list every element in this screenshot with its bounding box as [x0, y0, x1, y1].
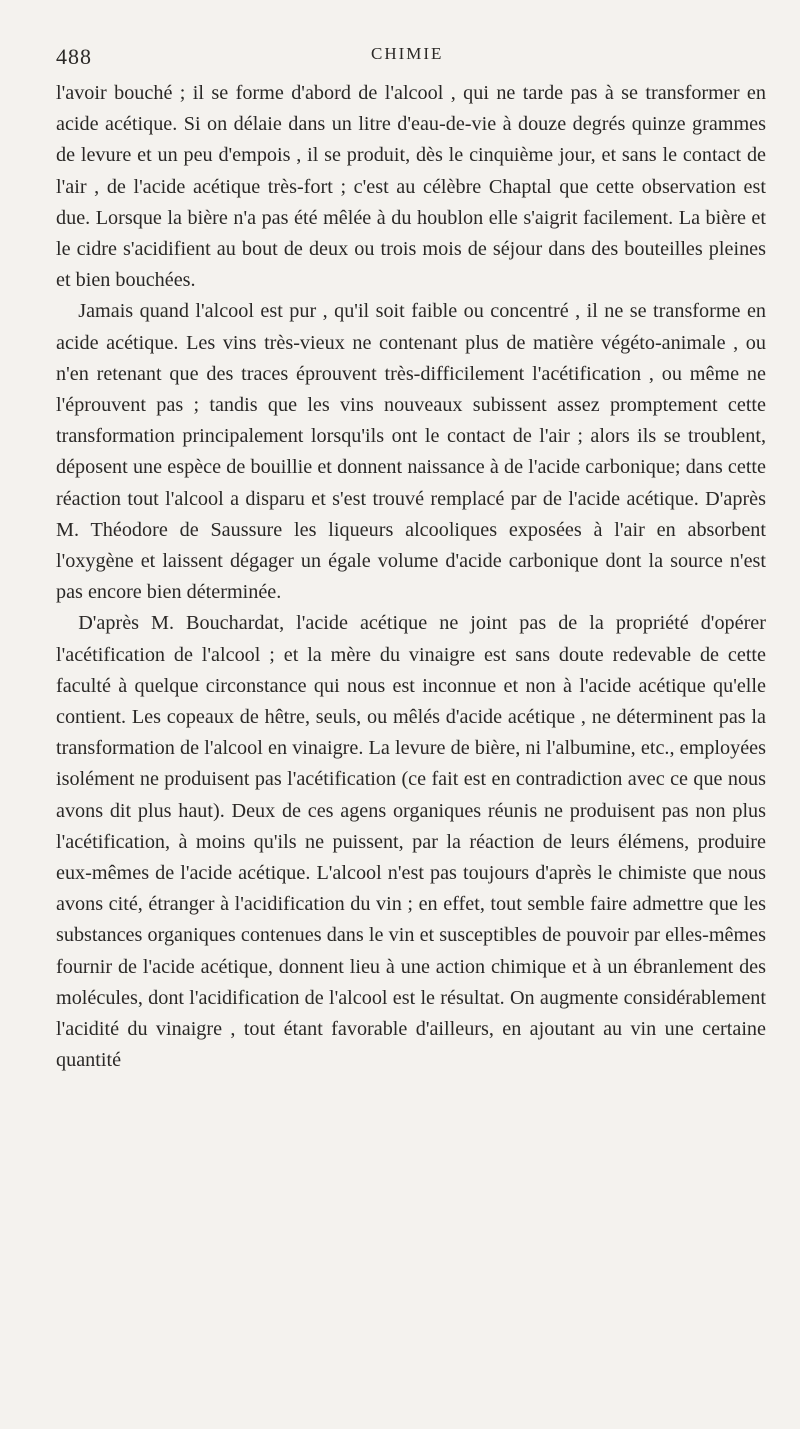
paragraph-continuation: l'avoir bouché ; il se forme d'abord de l'alcool , qui ne tarde pas à se transformer en acide acétique. Si on délaie dans un litre d'eau-de-vie à douze degrés quinze grammes de levure et un peu d'empois , il se produit, dès le cinquième jour, et sans le contact de l'air , de l'acide acétique très-fort ; c'est au célèbre Chaptal que cette observation est due. Lorsque la bière n'a pas été mêlée à du houblon elle s'aigrit facilement. La bière et le cidre s'acidifient au bout de deux ou trois mois de séjour dans des bouteilles pleines et bien bouchées.	[56, 82, 766, 292]
body-text	[56, 78, 766, 1077]
paragraph: Jamais quand l'alcool est pur , qu'il soit faible ou concentré , il ne se transforme en acide acétique. Les vins très-vieux ne contenant plus de matière végéto-animale , ou n'en retenant que des traces éprouvent très-difficilement l'acétification , ou même ne l'éprouvent pas ; tandis que les vins nouveaux subissent assez promptement cette transformation principalement lorsqu'ils ont le contact de l'air ; alors ils se troublent, déposent une espèce de bouillie et donnent naissance à de l'acide carbonique; dans cette réaction tout l'alcool a disparu et s'est trouvé remplacé par de l'acide acétique. D'après M. Théodore de Saussure les liqueurs alcooliques exposées à l'air en absorbent l'oxygène et laissent dégager un égale volume d'acide carbonique dont la source n'est pas encore bien déterminée.	[56, 300, 766, 604]
paragraph: D'après M. Bouchardat, l'acide acétique ne joint pas de la propriété d'opérer l'acétification de l'alcool ; et la mère du vinaigre est sans doute redevable de cette faculté à quelque circonstance qui nous est inconnue et non à l'acide acétique qu'elle contient. Les copeaux de hêtre, seuls, ou mêlés d'acide acétique , ne déterminent pas la transformation de l'alcool en vinaigre. La levure de bière, ni l'albumine, etc., employées isolément ne produisent pas l'acétification (ce fait est en contradiction avec ce que nous avons dit plus haut). Deux de ces agens organiques réunis ne produisent pas non plus l'acétification, à moins qu'ils ne puissent, par la réaction de leurs élémens, produire eux-mêmes de l'acide acétique. L'alcool n'est pas toujours d'après le chimiste que nous avons cité, étranger à l'acidification du vin ; en effet, tout semble faire admettre que les substances organiques contenues dans le vin et susceptibles de pouvoir par elles-mêmes fournir de l'acide acétique, donnent lieu à une action chimique et à un ébranlement des molécules, dont l'acidification de l'alcool est le résultat. On augmente considérablement l'acidité du vinaigre , tout étant favorable d'ailleurs, en ajoutant au vin une certaine quantité	[56, 612, 766, 1072]
page-number: 488	[56, 44, 92, 69]
page-header	[56, 0, 766, 69]
running-title: CHIMIE	[371, 44, 444, 63]
